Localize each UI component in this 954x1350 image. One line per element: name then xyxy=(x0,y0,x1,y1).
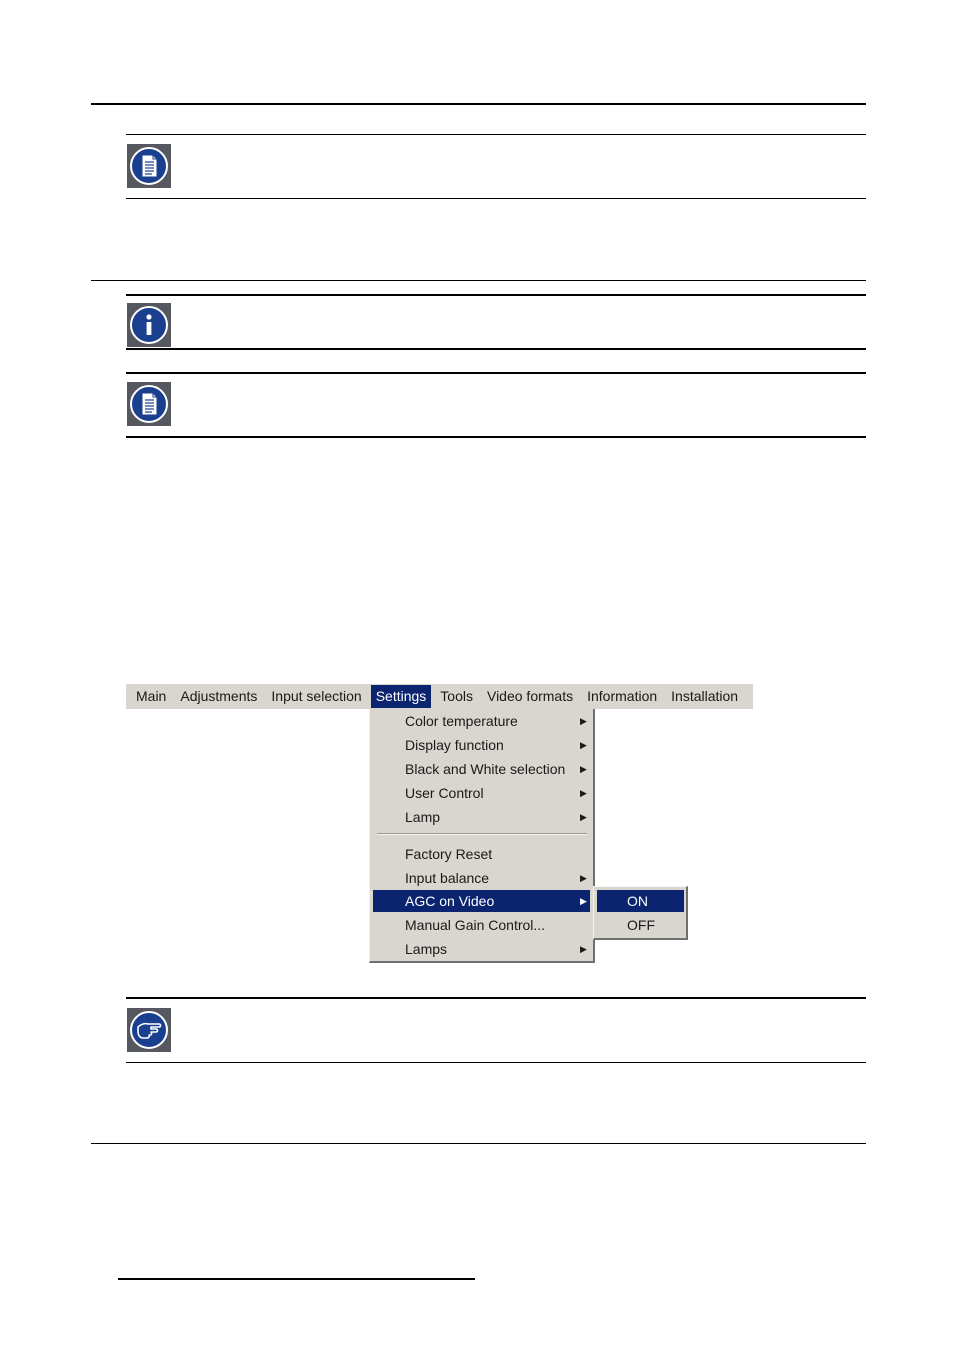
menu-bar xyxy=(126,684,753,709)
menu-item-lamps[interactable] xyxy=(373,938,590,960)
menu-item-black-white-selection[interactable] xyxy=(373,758,590,780)
menu-video-formats[interactable]: Video formats xyxy=(486,688,574,704)
menu-item-label: Lamps xyxy=(405,941,448,957)
menu-item-label: User Control xyxy=(405,785,484,801)
menu-tools[interactable]: Tools xyxy=(440,688,473,704)
menu-item-label: Input balance xyxy=(405,870,490,886)
section-rule xyxy=(91,1143,866,1144)
menu-item-user-control[interactable] xyxy=(373,782,590,804)
submenu-arrow-icon: ▶ xyxy=(580,812,587,822)
info-bottom-rule xyxy=(126,348,866,350)
menu-input-selection[interactable]: Input selection xyxy=(271,688,362,704)
menu-item-label: Black and White selection xyxy=(405,761,566,777)
submenu-arrow-icon: ▶ xyxy=(580,740,587,750)
option-off[interactable] xyxy=(597,914,684,936)
menu-item-agc-on-video[interactable] xyxy=(373,890,590,912)
settings-dropdown xyxy=(369,709,595,963)
menu-main[interactable]: Main xyxy=(136,688,167,704)
menu-item-manual-gain-control[interactable] xyxy=(373,914,590,936)
info-top-rule xyxy=(126,294,866,296)
tip-top-rule xyxy=(126,997,866,999)
header-rule xyxy=(91,103,866,105)
option-label: ON xyxy=(627,893,648,909)
menu-item-input-balance[interactable] xyxy=(373,867,590,889)
note-top-rule xyxy=(126,134,866,135)
menu-separator xyxy=(377,833,587,835)
menu-adjustments[interactable]: Adjustments xyxy=(180,688,258,704)
submenu-arrow-icon: ▶ xyxy=(580,944,587,954)
tip-bottom-rule xyxy=(126,1062,866,1063)
note-icon xyxy=(127,382,171,426)
info-icon xyxy=(127,303,171,347)
menu-item-label: Color temperature xyxy=(405,713,518,729)
menu-item-label: Manual Gain Control... xyxy=(405,917,546,933)
menu-item-label: Display function xyxy=(405,737,504,753)
menu-item-display-function[interactable] xyxy=(373,734,590,756)
submenu-arrow-icon: ▶ xyxy=(580,896,587,906)
footer-rule xyxy=(118,1278,475,1280)
submenu-arrow-icon: ▶ xyxy=(580,716,587,726)
menu-settings[interactable]: Settings xyxy=(371,685,432,708)
note-bottom-rule xyxy=(126,198,866,199)
pointing-hand-icon xyxy=(127,1008,171,1052)
menu-item-color-temperature[interactable] xyxy=(373,710,590,732)
submenu-arrow-icon: ▶ xyxy=(580,788,587,798)
menu-item-label: Factory Reset xyxy=(405,846,493,862)
note-icon xyxy=(127,144,171,188)
menu-item-factory-reset[interactable] xyxy=(373,843,590,865)
menu-item-label: Lamp xyxy=(405,809,441,825)
menu-installation[interactable]: Installation xyxy=(671,688,739,704)
note2-bottom-rule xyxy=(126,436,866,438)
menu-item-lamp[interactable] xyxy=(373,806,590,828)
menu-item-label: AGC on Video xyxy=(405,893,495,909)
submenu-arrow-icon: ▶ xyxy=(580,873,587,883)
agc-submenu xyxy=(593,886,688,940)
menu-information[interactable]: Information xyxy=(587,688,658,704)
option-label: OFF xyxy=(627,917,655,933)
option-on[interactable] xyxy=(597,890,684,912)
note2-top-rule xyxy=(126,372,866,374)
section-rule xyxy=(91,280,866,281)
submenu-arrow-icon: ▶ xyxy=(580,764,587,774)
